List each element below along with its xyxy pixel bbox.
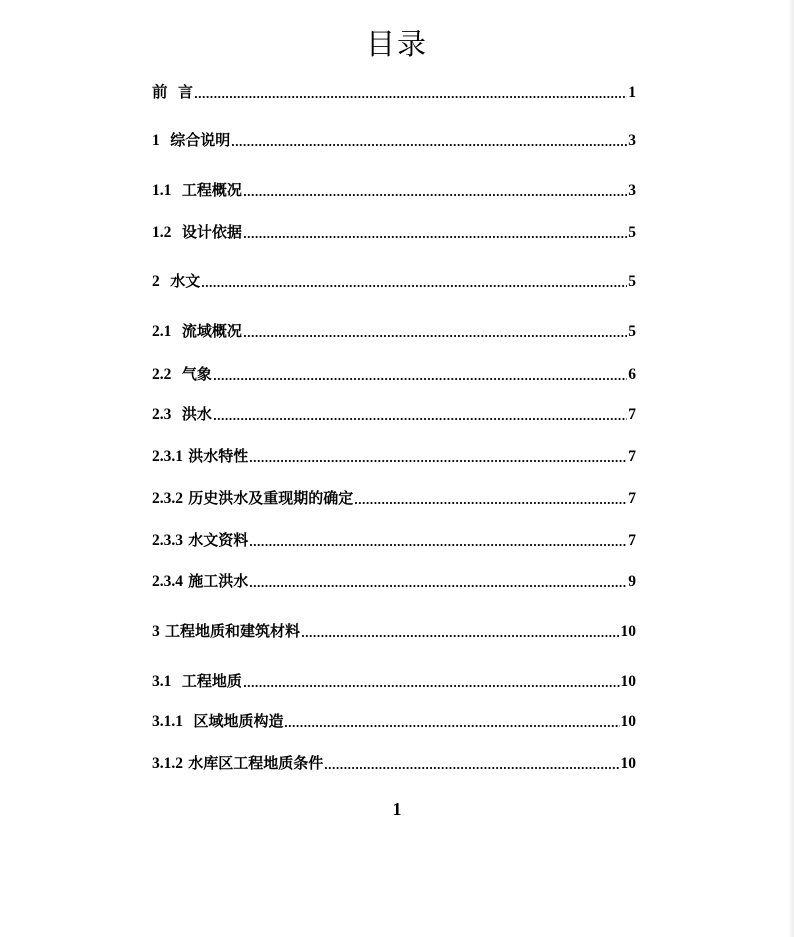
toc-entry-number: 2.1: [152, 323, 172, 340]
toc-entry-label: [152, 620, 300, 641]
toc-entry-page: 7: [628, 490, 636, 507]
toc-entry-label: [152, 403, 212, 424]
toc-entry[interactable]: [152, 269, 636, 291]
toc-entry-label: [152, 179, 242, 200]
toc-entry-label: [152, 363, 212, 384]
toc-entry-number: 前: [152, 84, 168, 101]
toc-entry-page: 10: [620, 623, 636, 640]
toc-entry-text: 水文资料: [188, 531, 249, 549]
toc-dot-leader: [231, 143, 627, 147]
toc-entry-page: 3: [628, 182, 636, 199]
toc-entry-number: 2.3.2: [152, 490, 183, 507]
toc-entry-number: 3.1.1: [152, 713, 183, 730]
toc-entry-number: 3.1.2: [152, 755, 183, 772]
toc-entry[interactable]: [152, 178, 636, 200]
toc-entry-page: 1: [628, 84, 636, 101]
toc-entry-page: 3: [628, 132, 636, 149]
toc-entry-text: 言: [177, 83, 193, 101]
toc-entry[interactable]: [152, 669, 636, 691]
toc-entry[interactable]: [152, 486, 636, 508]
toc-entry-page: 10: [620, 673, 636, 690]
toc-entry-text: 历史洪水及重现期的确定: [188, 489, 354, 507]
toc-dot-leader: [249, 543, 627, 547]
toc-dot-leader: [243, 235, 627, 239]
toc-entry-page: 5: [628, 224, 636, 241]
toc-dot-leader: [284, 724, 619, 728]
toc-entry-number: 3: [152, 623, 160, 640]
toc-entry[interactable]: [152, 528, 636, 550]
toc-dot-leader: [301, 634, 620, 638]
toc-entry[interactable]: [152, 80, 636, 102]
toc-entry-number: 1.2: [152, 224, 172, 241]
toc-entry[interactable]: [152, 444, 636, 466]
toc-entry-page: 7: [628, 406, 636, 423]
toc-entry-text: 流域概况: [181, 322, 242, 340]
toc-entry-number: 1.1: [152, 182, 172, 199]
toc-entry[interactable]: [152, 319, 636, 341]
toc-entry[interactable]: [152, 619, 636, 641]
toc-entry-page: 7: [628, 448, 636, 465]
toc-entry-page: 5: [628, 323, 636, 340]
toc-dot-leader: [213, 417, 627, 421]
toc-entry-label: [152, 529, 248, 550]
page-number: 1: [392, 799, 402, 819]
toc-dot-leader: [194, 95, 627, 99]
toc-entry-number: 2.3.1: [152, 448, 183, 465]
toc-entry-number: 2.3.4: [152, 573, 183, 590]
toc-entry-number: 1: [152, 132, 160, 149]
toc-entry[interactable]: [152, 220, 636, 242]
toc-entry-text: 水文: [170, 272, 201, 290]
toc-entry-page: 10: [620, 755, 636, 772]
toc-dot-leader: [243, 684, 620, 688]
toc-entry[interactable]: [152, 569, 636, 591]
toc-entry-label: [152, 320, 242, 341]
toc-entry-number: 2: [152, 273, 160, 290]
toc-entry-text: 洪水特性: [188, 447, 249, 465]
toc-dot-leader: [249, 459, 627, 463]
toc-entry-text: 水库区工程地质条件: [188, 754, 324, 772]
toc-entry-text: 区域地质构造: [193, 712, 284, 730]
document-title: 目录: [365, 27, 428, 61]
toc-entry-page: 7: [628, 532, 636, 549]
toc-entry-page: 10: [620, 713, 636, 730]
toc-entry-page: 5: [628, 273, 636, 290]
toc-entry-label: [152, 752, 323, 773]
toc-entry-number: 3.1: [152, 673, 172, 690]
toc-entry-text: 洪水: [181, 405, 212, 423]
toc-entry[interactable]: [152, 402, 636, 424]
toc-entry-label: [152, 129, 230, 150]
toc-entry-number: 2.3.3: [152, 532, 183, 549]
toc-dot-leader: [243, 193, 627, 197]
toc-entry-page: 9: [628, 573, 636, 590]
toc-entry[interactable]: [152, 709, 636, 731]
toc-entry-label: [152, 80, 193, 102]
toc-entry-text: 施工洪水: [188, 572, 249, 590]
toc-entry-text: 工程地质: [181, 672, 242, 690]
toc-entry-number: 2.2: [152, 366, 172, 383]
toc-dot-leader: [201, 284, 627, 288]
toc-entry-text: 气象: [181, 365, 212, 383]
toc-entry-label: [152, 487, 353, 508]
toc-dot-leader: [354, 501, 627, 505]
toc-entry-text: 设计依据: [181, 223, 242, 241]
toc-entry-label: [152, 710, 283, 731]
toc-dot-leader: [249, 584, 627, 588]
toc-dot-leader: [213, 377, 627, 381]
toc-entry-label: [152, 570, 248, 591]
toc-entry-text: 工程地质和建筑材料: [164, 622, 300, 640]
toc-entry-label: [152, 670, 242, 691]
toc-entry-number: 2.3: [152, 406, 172, 423]
toc-entry-label: [152, 270, 200, 291]
toc-dot-leader: [243, 334, 627, 338]
toc-entry[interactable]: [152, 751, 636, 773]
toc-entry-text: 工程概况: [181, 181, 242, 199]
toc-dot-leader: [324, 766, 619, 770]
toc-entry[interactable]: [152, 362, 636, 384]
toc-entry-label: [152, 445, 248, 466]
toc-entry-text: 综合说明: [170, 131, 231, 149]
toc-entry-label: [152, 221, 242, 242]
toc-entry-page: 6: [628, 366, 636, 383]
toc-entry[interactable]: [152, 128, 636, 150]
